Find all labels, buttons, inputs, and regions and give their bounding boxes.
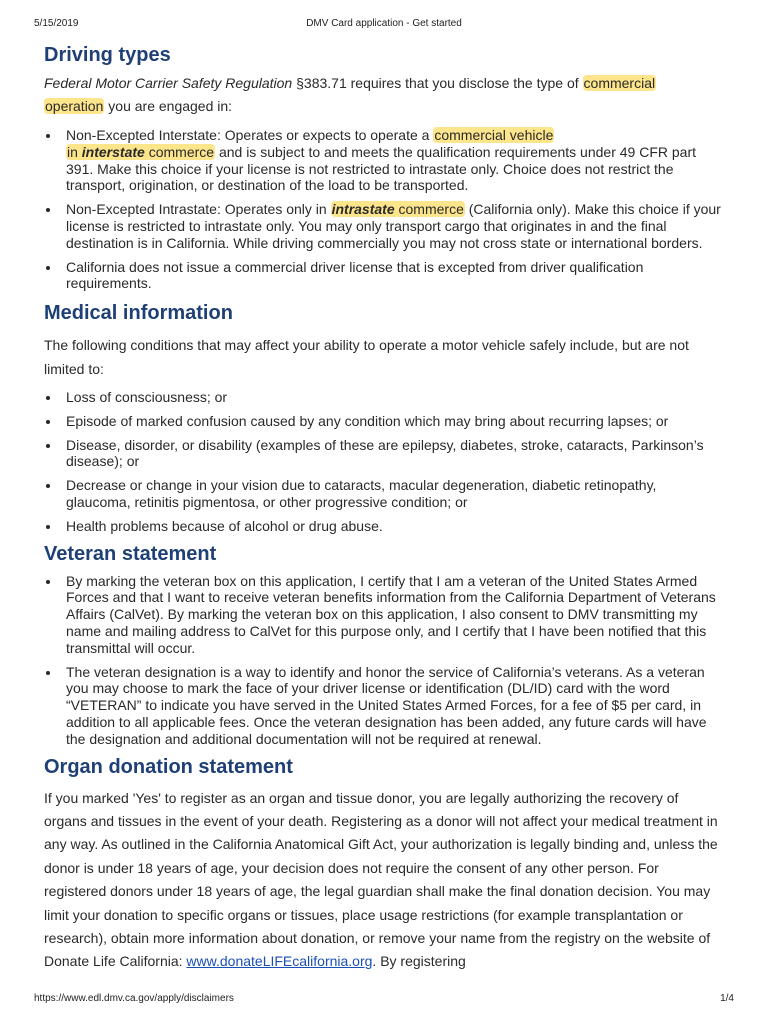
organ-text: If you marked 'Yes' to register as an organ and tissue donor, you are legally authorizing the recovery of organs and tissues in the event of your death. Registering as a donor will not affect your medical treatment in any way. As outlined in the California Anatomical Gift Act, your authorization is legally binding and, unless the donor is under 18 years of age, your decision does not require the consent of any other person. For registered donors under 18 years of age, the legal guardian shall make the final donation decision. You may limit your donation to specific organs or tissues, place usage restrictions (for example transplantation or research), obtain more information about donation, or remove your name from the registry on the website of Donate Life California: www.donateLIFEcalifornia.org. By registering: [44, 789, 718, 970]
driving-types-section: [44, 40, 724, 292]
medical-heading: Medical information: [44, 302, 233, 325]
driving-types-list: [44, 127, 724, 292]
list-item: By marking the veteran box on this application, I certify that I am a veteran of the United States Armed Forces and that I want to receive veteran benefits information from the California Department of Veterans Affairs (CalVet). By marking the veteran box on this application, I also consent to DMV transmitting my name and mailing address to CalVet for this purpose only, and I certify that I have been notified that this transmittal will occur.: [66, 573, 724, 657]
print-date: 5/15/2019: [34, 18, 79, 29]
highlight-commercial-vehicle: commercial vehicle: [434, 127, 554, 143]
print-footer: [34, 993, 734, 1007]
medical-section: [44, 298, 724, 534]
highlight-intrastate-commerce: intrastate commerce: [331, 201, 464, 218]
organ-heading: Organ donation statement: [44, 755, 293, 778]
organ-section: [44, 752, 724, 974]
donate-life-link[interactable]: www.donateLIFEcalifornia.org: [186, 953, 373, 970]
driving-types-intro: [44, 72, 724, 118]
list-item: Non-Excepted Interstate: Operates or expects to operate a commercial vehicle in interstate commerce and is subject to and meets the qualification requirements under 49 CFR part 391. Make this choice if your license is not restricted to intrastate only. Choice does not restrict the transport, origination, or destination of the load to be transported.: [66, 127, 724, 194]
list-item: Disease, disorder, or disability (examples of these are epilepsy, diabetes, stroke, cataracts, Parkinson’s disease); or: [66, 437, 724, 471]
list-item: Loss of consciousness; or: [66, 389, 724, 406]
list-item: Decrease or change in your vision due to cataracts, macular degeneration, diabetic retinopathy, glaucoma, retinitis pigmentosa, or other progressive condition; or: [66, 477, 724, 511]
page-content: [44, 40, 724, 974]
driving-types-heading: Driving types: [44, 44, 171, 66]
list-item: California does not issue a commercial driver license that is excepted from driver qualification requirements.: [66, 259, 724, 293]
list-item: Episode of marked confusion caused by any condition which may bring about recurring lapses; or: [66, 413, 724, 430]
highlight-operation: operation: [45, 98, 104, 114]
page-number: 1/4: [720, 993, 734, 1004]
list-item: Non-Excepted Intrastate: Operates only in intrastate commerce (California only). Make this choice if your license is restricted to intrastate only. You may only transport cargo that originates in and the final destination is in California. While driving commercially you may not cross state or international borders.: [66, 201, 724, 251]
veteran-heading: Veteran statement: [44, 542, 217, 565]
medical-list: [44, 389, 724, 535]
veteran-list: [44, 573, 724, 748]
list-item: The veteran designation is a way to identify and honor the service of California’s veterans. As a veteran you may choose to mark the face of your driver license or identification (DL/ID) card with the word “VETERAN” to indicate you have served in the United States Armed Forces, for a fee of $5 per card, in addition to all applicable fees. Once the veteran designation has been added, any future cards will have the designation and additional documentation will not be required at renewal.: [66, 664, 724, 748]
list-item: Health problems because of alcohol or drug abuse.: [66, 518, 724, 535]
medical-intro: The following conditions that may affect your ability to operate a motor vehicle safely include, but are not limited to:: [44, 337, 689, 377]
highlight-commercial: commercial: [583, 75, 656, 91]
regulation-name: Federal Motor Carrier Safety Regulation: [44, 75, 293, 91]
intro-text-1: §383.71 requires that you disclose the type of: [292, 75, 583, 91]
intro-text-2: you are engaged in:: [104, 98, 233, 114]
print-url: https://www.edl.dmv.ca.gov/apply/disclaimers: [34, 993, 234, 1004]
veteran-section: [44, 539, 724, 748]
print-header: [34, 18, 734, 32]
highlight-interstate-commerce: in interstate commerce: [67, 143, 215, 160]
print-page-title: DMV Card application - Get started: [306, 18, 462, 29]
